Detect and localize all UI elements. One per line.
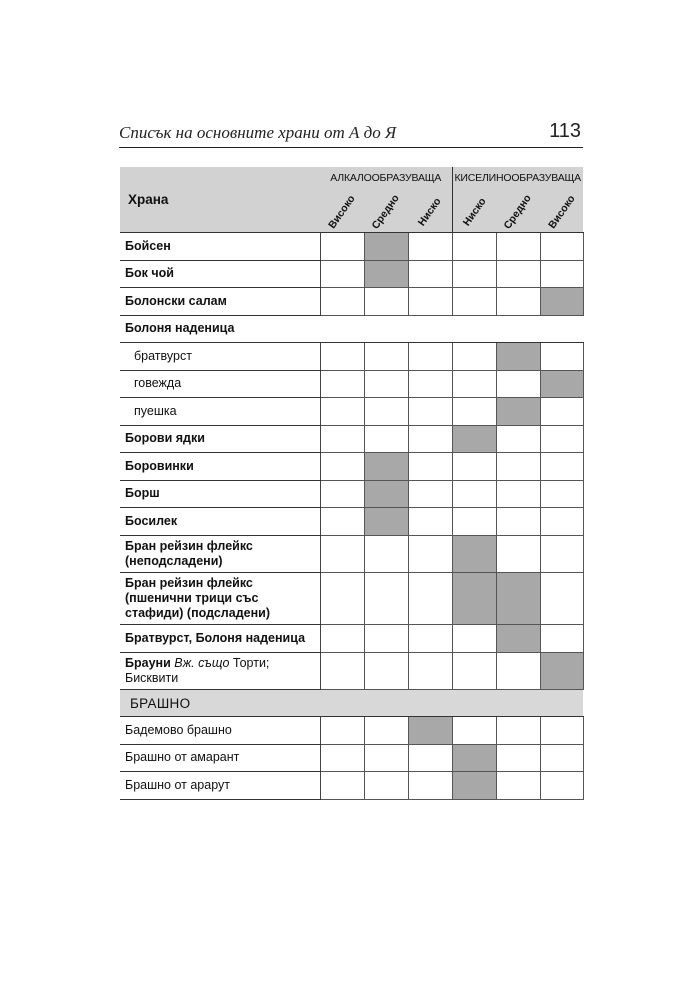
rating-cell [320, 398, 364, 426]
food-name-text: Брашно от амарант [125, 750, 240, 765]
rating-cell-marked [496, 573, 540, 625]
level-label: Високо [545, 193, 578, 231]
rating-cell [408, 772, 452, 800]
food-name-text: Брашно от арарут [125, 777, 230, 792]
rating-cell [452, 652, 496, 690]
food-name [120, 772, 320, 800]
rating-cell [452, 625, 496, 653]
rating-cell [320, 744, 364, 772]
rating-cell [540, 508, 583, 536]
running-header [119, 119, 583, 148]
food-name [120, 370, 320, 398]
food-name-text: Борш [125, 486, 160, 501]
level-header-acid-high [540, 188, 583, 233]
table-row [120, 343, 583, 371]
rating-cell [320, 772, 364, 800]
rating-cell [408, 343, 452, 371]
rating-cell [408, 652, 452, 690]
rating-cell [496, 425, 540, 453]
rating-cell [496, 288, 540, 316]
food-name-text: Брауни [125, 655, 171, 670]
food-name-text: Братвурст, Болоня наденица [125, 630, 306, 645]
table-row [120, 288, 583, 316]
food-name [120, 260, 320, 288]
rating-cell [540, 233, 583, 261]
table-row [120, 370, 583, 398]
food-name [120, 717, 320, 745]
rating-cell [364, 625, 408, 653]
rating-cell [408, 233, 452, 261]
rating-cell [320, 625, 364, 653]
food-table-wrapper [120, 167, 584, 800]
rating-cell [320, 535, 364, 573]
food-name [120, 744, 320, 772]
rating-cell [364, 343, 408, 371]
rating-cell [320, 260, 364, 288]
table-row [120, 625, 583, 653]
rating-cell [540, 425, 583, 453]
food-column-header: Храна [120, 167, 320, 233]
rating-cell [320, 425, 364, 453]
rating-cell [496, 744, 540, 772]
rating-cell [496, 772, 540, 800]
rating-cell [540, 717, 583, 745]
rating-cell [320, 233, 364, 261]
rating-cell [496, 717, 540, 745]
table-row [120, 453, 583, 481]
rating-cell [452, 717, 496, 745]
food-name [120, 508, 320, 536]
food-name-text: Борови ядки [125, 431, 205, 446]
rating-cell [540, 535, 583, 573]
rating-cell [408, 288, 452, 316]
rating-cell [364, 772, 408, 800]
rating-cell [408, 425, 452, 453]
rating-cell [452, 508, 496, 536]
table-row [120, 717, 583, 745]
table-row [120, 772, 583, 800]
rating-cell [540, 772, 583, 800]
rating-cell [452, 480, 496, 508]
food-acidity-table [120, 167, 584, 800]
rating-cell [364, 398, 408, 426]
rating-cell-marked [540, 288, 583, 316]
rating-cell-marked [364, 260, 408, 288]
rating-cell [364, 535, 408, 573]
food-name-text: пуешка [134, 403, 177, 418]
rating-cell [320, 480, 364, 508]
level-header-acid-low [452, 188, 496, 233]
food-name [120, 425, 320, 453]
food-name [120, 288, 320, 316]
rating-cell [540, 573, 583, 625]
empty-cell [408, 315, 452, 343]
rating-cell [408, 260, 452, 288]
rating-cell [540, 343, 583, 371]
food-name [120, 398, 320, 426]
food-name [120, 343, 320, 371]
rating-cell [540, 480, 583, 508]
rating-cell [540, 453, 583, 481]
rating-cell [540, 744, 583, 772]
running-title: Списък на основните храни от А до Я [119, 123, 397, 142]
rating-cell [452, 398, 496, 426]
see-also-label: Вж. също [170, 655, 230, 670]
table-row [120, 744, 583, 772]
rating-cell [452, 453, 496, 481]
rating-cell [320, 288, 364, 316]
level-label: Ниско [415, 195, 444, 229]
table-row [120, 573, 583, 625]
level-label: Ниско [460, 195, 489, 229]
table-row [120, 425, 583, 453]
rating-cell [496, 535, 540, 573]
rating-cell [364, 288, 408, 316]
food-name-text: Бок чой [125, 266, 174, 281]
food-name-text: Болоня наденица [125, 321, 235, 336]
acid-group-header: КИСЕЛИНООБРАЗУВАЩА [452, 167, 583, 188]
rating-cell [408, 508, 452, 536]
rating-cell [408, 744, 452, 772]
food-name-text: Бран рейзин флейкс (неподсладени) [125, 538, 253, 568]
rating-cell [540, 260, 583, 288]
rating-cell-marked [540, 370, 583, 398]
table-row [120, 508, 583, 536]
rating-cell-marked [364, 453, 408, 481]
rating-cell [540, 398, 583, 426]
rating-cell [320, 508, 364, 536]
rating-cell [496, 508, 540, 536]
level-label: Средно [369, 192, 403, 232]
rating-cell [496, 652, 540, 690]
table-row [120, 315, 583, 343]
food-name [120, 233, 320, 261]
level-label: Високо [326, 193, 358, 231]
food-name [120, 652, 320, 690]
rating-cell [452, 288, 496, 316]
table-row [120, 535, 583, 573]
rating-cell-marked [364, 480, 408, 508]
rating-cell [320, 370, 364, 398]
rating-cell [320, 717, 364, 745]
food-name [120, 625, 320, 653]
level-header-alk-low [408, 188, 452, 233]
rating-cell [320, 573, 364, 625]
table-row [120, 652, 583, 690]
food-name-text: Босилек [125, 513, 178, 528]
level-label: Средно [501, 192, 535, 232]
food-name-text: Бойсен [125, 238, 171, 253]
table-row [120, 398, 583, 426]
rating-cell [540, 625, 583, 653]
empty-cell [364, 315, 408, 343]
food-name-text: Болонски салам [125, 293, 227, 308]
food-name [120, 573, 320, 625]
rating-cell [496, 260, 540, 288]
table-body [120, 233, 583, 800]
rating-cell [320, 652, 364, 690]
rating-cell-marked [496, 398, 540, 426]
level-header-alk-mid [364, 188, 408, 233]
rating-cell [496, 233, 540, 261]
empty-cell [496, 315, 540, 343]
empty-cell [320, 315, 364, 343]
level-header-alk-high [320, 188, 364, 233]
rating-cell [364, 717, 408, 745]
food-name-text: Бадемово брашно [125, 722, 232, 737]
rating-cell [496, 370, 540, 398]
empty-cell [540, 315, 583, 343]
rating-cell-marked [452, 772, 496, 800]
table-row [120, 480, 583, 508]
see-also-text: Торти; Бисквити [125, 655, 270, 685]
food-name-text: говежда [134, 376, 182, 391]
table-row [120, 233, 583, 261]
food-name-text: Бран рейзин флейкс (пшенични трици със стафиди) (подсладени) [125, 576, 270, 620]
food-name [120, 480, 320, 508]
rating-cell-marked [452, 573, 496, 625]
rating-cell-marked [452, 535, 496, 573]
rating-cell [408, 535, 452, 573]
rating-cell [364, 425, 408, 453]
food-name [120, 315, 320, 343]
rating-cell [364, 370, 408, 398]
rating-cell [408, 453, 452, 481]
rating-cell [364, 573, 408, 625]
rating-cell [452, 343, 496, 371]
rating-cell [408, 625, 452, 653]
food-name [120, 453, 320, 481]
alkaline-group-header: АЛКАЛООБРАЗУВАЩА [320, 167, 452, 188]
rating-cell-marked [540, 652, 583, 690]
rating-cell [408, 573, 452, 625]
rating-cell [320, 453, 364, 481]
table-row [120, 260, 583, 288]
rating-cell [320, 343, 364, 371]
rating-cell-marked [408, 717, 452, 745]
category-row [120, 690, 583, 717]
rating-cell [452, 370, 496, 398]
rating-cell [408, 370, 452, 398]
rating-cell [408, 398, 452, 426]
rating-cell-marked [496, 343, 540, 371]
level-header-acid-mid [496, 188, 540, 233]
rating-cell [452, 233, 496, 261]
rating-cell-marked [452, 425, 496, 453]
empty-cell [452, 315, 496, 343]
rating-cell [496, 453, 540, 481]
page-number: 113 [549, 120, 581, 142]
rating-cell [408, 480, 452, 508]
food-name [120, 535, 320, 573]
rating-cell [452, 260, 496, 288]
rating-cell-marked [452, 744, 496, 772]
rating-cell-marked [364, 508, 408, 536]
food-name-text: братвурст [134, 348, 192, 363]
food-name-text: Боровинки [125, 458, 194, 473]
rating-cell-marked [496, 625, 540, 653]
category-label: БРАШНО [120, 690, 583, 717]
rating-cell [496, 480, 540, 508]
rating-cell-marked [364, 233, 408, 261]
rating-cell [364, 744, 408, 772]
rating-cell [364, 652, 408, 690]
